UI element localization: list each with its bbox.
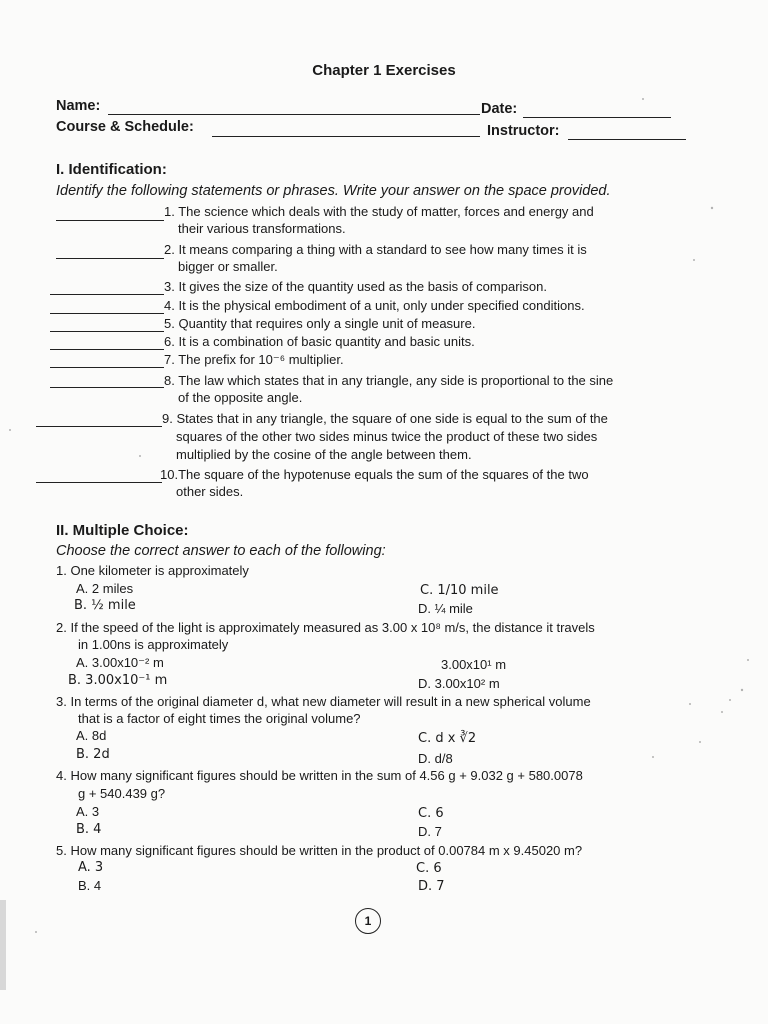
q3-option-b[interactable]: B. 2d [76, 747, 110, 762]
identification-instructions: Identify the following statements or phrases. Write your answer on the space provided. [56, 183, 611, 199]
q4-option-d[interactable]: D. 7 [418, 824, 442, 839]
question-2-cont: in 1.00ns is approximately [78, 637, 229, 652]
question-2: 2. If the speed of the light is approximately measured as 3.00 x 10⁸ m/s, the distance it travels [56, 620, 595, 635]
identification-item-4: 4. It is the physical embodiment of a unit, only under specified conditions. [164, 298, 585, 313]
page-title: Chapter 1 Exercises [312, 62, 456, 79]
q5-option-b[interactable]: B. 4 [78, 878, 102, 893]
question-3: 3. In terms of the original diameter d, what new diameter will result in a new spherical volume [56, 694, 591, 709]
date-label: Date: [481, 101, 518, 117]
q2-option-d[interactable]: D. 3.00x10² m [418, 676, 500, 691]
q3-option-a[interactable]: A. 8d [76, 728, 107, 743]
identification-item-8-cont: of the opposite angle. [178, 390, 303, 405]
q4-option-b[interactable]: B. 4 [76, 822, 102, 837]
identification-item-1: 1. The science which deals with the study of matter, forces and energy and [164, 204, 594, 219]
q3-option-c[interactable]: C. d x ∛2 [418, 731, 477, 746]
q5-option-d[interactable]: D. 7 [418, 879, 445, 894]
multiple-choice-heading: II. Multiple Choice: [56, 522, 189, 539]
identification-item-6: 6. It is a combination of basic quantity and basic units. [164, 334, 475, 349]
identification-item-9-cont2: multiplied by the cosine of the angle between them. [176, 447, 472, 462]
course-label: Course & Schedule: [56, 119, 194, 135]
q4-option-c[interactable]: C. 6 [418, 806, 444, 821]
q2-option-c[interactable]: 3.00x10¹ m [441, 657, 507, 672]
q1-option-c[interactable]: C. 1/10 mile [420, 583, 499, 598]
q1-option-b[interactable]: B. ½ mile [74, 598, 136, 613]
q3-option-d[interactable]: D. d/8 [418, 751, 453, 766]
identification-item-10-cont: other sides. [176, 484, 244, 499]
identification-item-8: 8. The law which states that in any triangle, any side is proportional to the sine [164, 373, 614, 388]
identification-item-9: 9. States that in any triangle, the square of one side is equal to the sum of the [162, 411, 608, 426]
q2-option-b[interactable]: B. 3.00x10⁻¹ m [68, 673, 168, 688]
q5-option-a[interactable]: A. 3 [78, 860, 104, 875]
question-4-cont: g + 540.439 g? [78, 786, 166, 801]
identification-item-1-cont: their various transformations. [178, 221, 346, 236]
identification-item-9-cont: squares of the other two sides minus twice the product of these two sides [176, 429, 598, 444]
q2-option-a[interactable]: A. 3.00x10⁻² m [76, 655, 164, 670]
q1-option-d[interactable]: D. ¼ mile [418, 601, 473, 616]
q4-option-a[interactable]: A. 3 [76, 804, 100, 819]
identification-item-7: 7. The prefix for 10⁻⁶ multiplier. [164, 352, 344, 367]
question-1: 1. One kilometer is approximately [56, 563, 249, 578]
identification-item-3: 3. It gives the size of the quantity used as the basis of comparison. [164, 279, 547, 294]
name-label: Name: [56, 98, 101, 114]
multiple-choice-instructions: Choose the correct answer to each of the following: [56, 543, 386, 559]
identification-item-2: 2. It means comparing a thing with a standard to see how many times it is [164, 242, 587, 257]
identification-item-10: 10.The square of the hypotenuse equals the sum of the squares of the two [160, 467, 589, 482]
page-number: 1 [355, 908, 381, 934]
question-3-cont: that is a factor of eight times the original volume? [78, 711, 361, 726]
question-5: 5. How many significant figures should be written in the product of 0.00784 m x 9.45020 m? [56, 843, 583, 858]
question-4: 4. How many significant figures should be written in the sum of 4.56 g + 9.032 g + 580.0078 [56, 768, 583, 783]
q5-option-c[interactable]: C. 6 [416, 861, 442, 876]
identification-item-2-cont: bigger or smaller. [178, 259, 278, 274]
identification-item-5: 5. Quantity that requires only a single unit of measure. [164, 316, 476, 331]
instructor-label: Instructor: [487, 123, 560, 139]
identification-heading: I. Identification: [56, 161, 167, 178]
q1-option-a[interactable]: A. 2 miles [76, 581, 134, 596]
